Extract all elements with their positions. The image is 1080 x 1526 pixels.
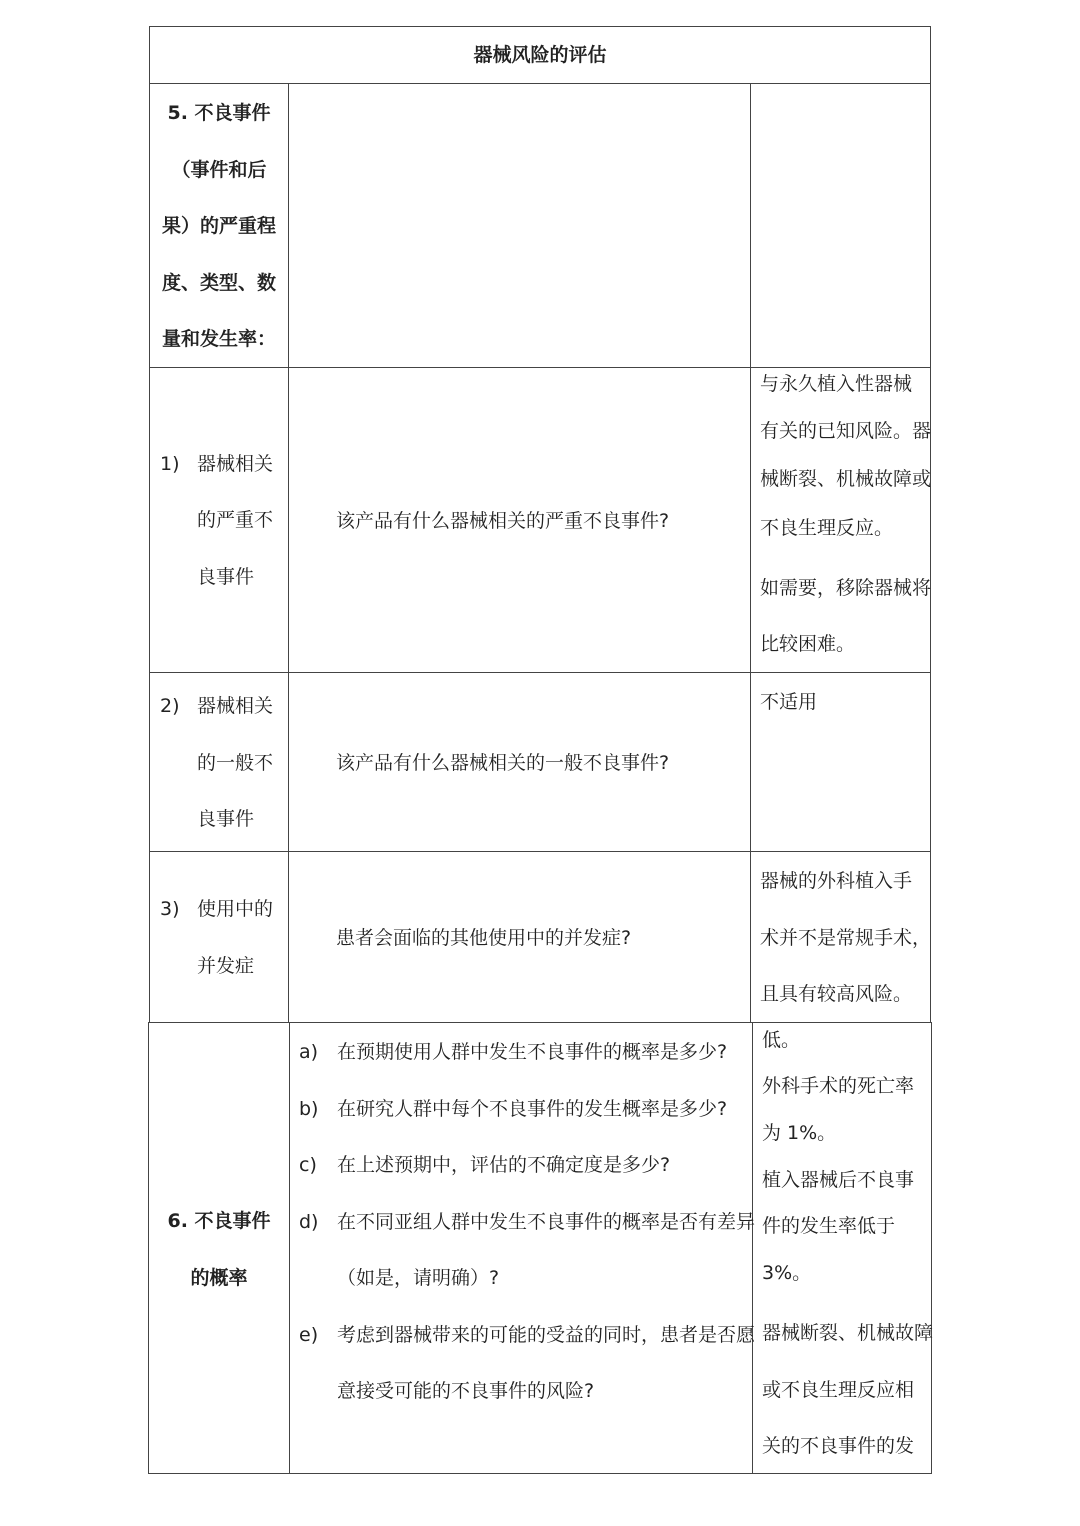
item-e-text: 考虑到器械带来的可能的受益的同时，患者是否愿 [337,1324,756,1346]
row1-answer-line: 械断裂、机械故障或 [760,468,932,490]
section6-answer-line: 器械断裂、机械故障 [762,1322,934,1344]
item-d-letter: d) [299,1211,319,1233]
row1-label-line: 器械相关 [197,453,274,475]
item-b-text: 在研究人群中每个不良事件的发生概率是多少? [337,1098,728,1120]
row3-answer-line: 且具有较高风险。 [760,983,913,1005]
row2-question: 该产品有什么器械相关的一般不良事件? [336,752,670,774]
section6-answer-line: 关的不良事件的发 [762,1435,915,1457]
row1-answer-line: 如需要，移除器械将 [760,577,932,599]
row1-answer-line: 有关的已知风险。器 [760,420,932,442]
row1-answer-line: 比较困难。 [760,633,856,655]
row2-label-line: 器械相关 [197,695,274,717]
row3-label-line: 并发症 [197,955,255,977]
section6-answer-line: 3%。 [762,1262,812,1284]
row3-label-cell [149,851,289,1024]
row1-label-line: 良事件 [197,566,255,588]
row2-label-line: 良事件 [197,808,255,830]
item-e-text: 意接受可能的不良事件的风险? [337,1380,595,1402]
section6-answer-line: 件的发生率低于 [762,1215,896,1237]
section5-answer-cell [750,83,931,368]
section6-answer-line: 外科手术的死亡率 [762,1075,915,1097]
section6-label-line: 6. 不良事件 [167,1210,271,1232]
section5-label-line: 度、类型、数 [161,272,276,294]
item-a-text: 在预期使用人群中发生不良事件的概率是多少? [337,1041,728,1063]
item-d-text: 在不同亚组人群中发生不良事件的概率是否有差异 [337,1211,756,1233]
row1-label-line: 的严重不 [197,509,274,531]
table-title: 器械风险的评估 [473,44,607,66]
section6-label-cell [148,1022,290,1474]
section5-label-line: 5. 不良事件 [167,102,271,124]
item-b-letter: b) [299,1098,319,1120]
section5-question-cell [288,83,751,368]
item-c-text: 在上述预期中，评估的不确定度是多少? [337,1154,671,1176]
item-d-text: （如是，请明确）? [337,1267,500,1289]
section6-answer-line: 或不良生理反应相 [762,1379,915,1401]
item-a-letter: a) [299,1041,319,1063]
row1-answer-line: 不良生理反应。 [760,517,894,539]
row2-answer-line: 不适用 [760,691,818,713]
row3-answer-line: 术并不是常规手术， [760,927,932,949]
section6-answer-line: 为 1%。 [762,1122,837,1144]
item-e-letter: e) [299,1324,319,1346]
row3-question: 患者会面临的其他使用中的并发症? [336,927,632,949]
row2-number: 2) [160,695,180,717]
row3-answer-line: 器械的外科植入手 [760,870,913,892]
row1-number: 1) [160,453,180,475]
section6-question-cell [289,1022,756,1474]
row1-question: 该产品有什么器械相关的严重不良事件? [336,510,670,532]
row1-answer-line: 与永久植入性器械 [760,373,913,395]
row2-label-line: 的一般不 [197,752,274,774]
row3-number: 3) [160,898,180,920]
item-c-letter: c) [299,1154,317,1176]
section5-label-line: （事件和后 [171,159,267,181]
section5-label-line: 量和发生率： [161,328,276,350]
section6-label-line: 的概率 [190,1267,248,1289]
section5-label-line: 果）的严重程 [161,215,276,237]
section6-answer-line: 低。 [762,1029,801,1051]
row3-label-line: 使用中的 [197,898,274,920]
section6-answer-line: 植入器械后不良事 [762,1169,915,1191]
